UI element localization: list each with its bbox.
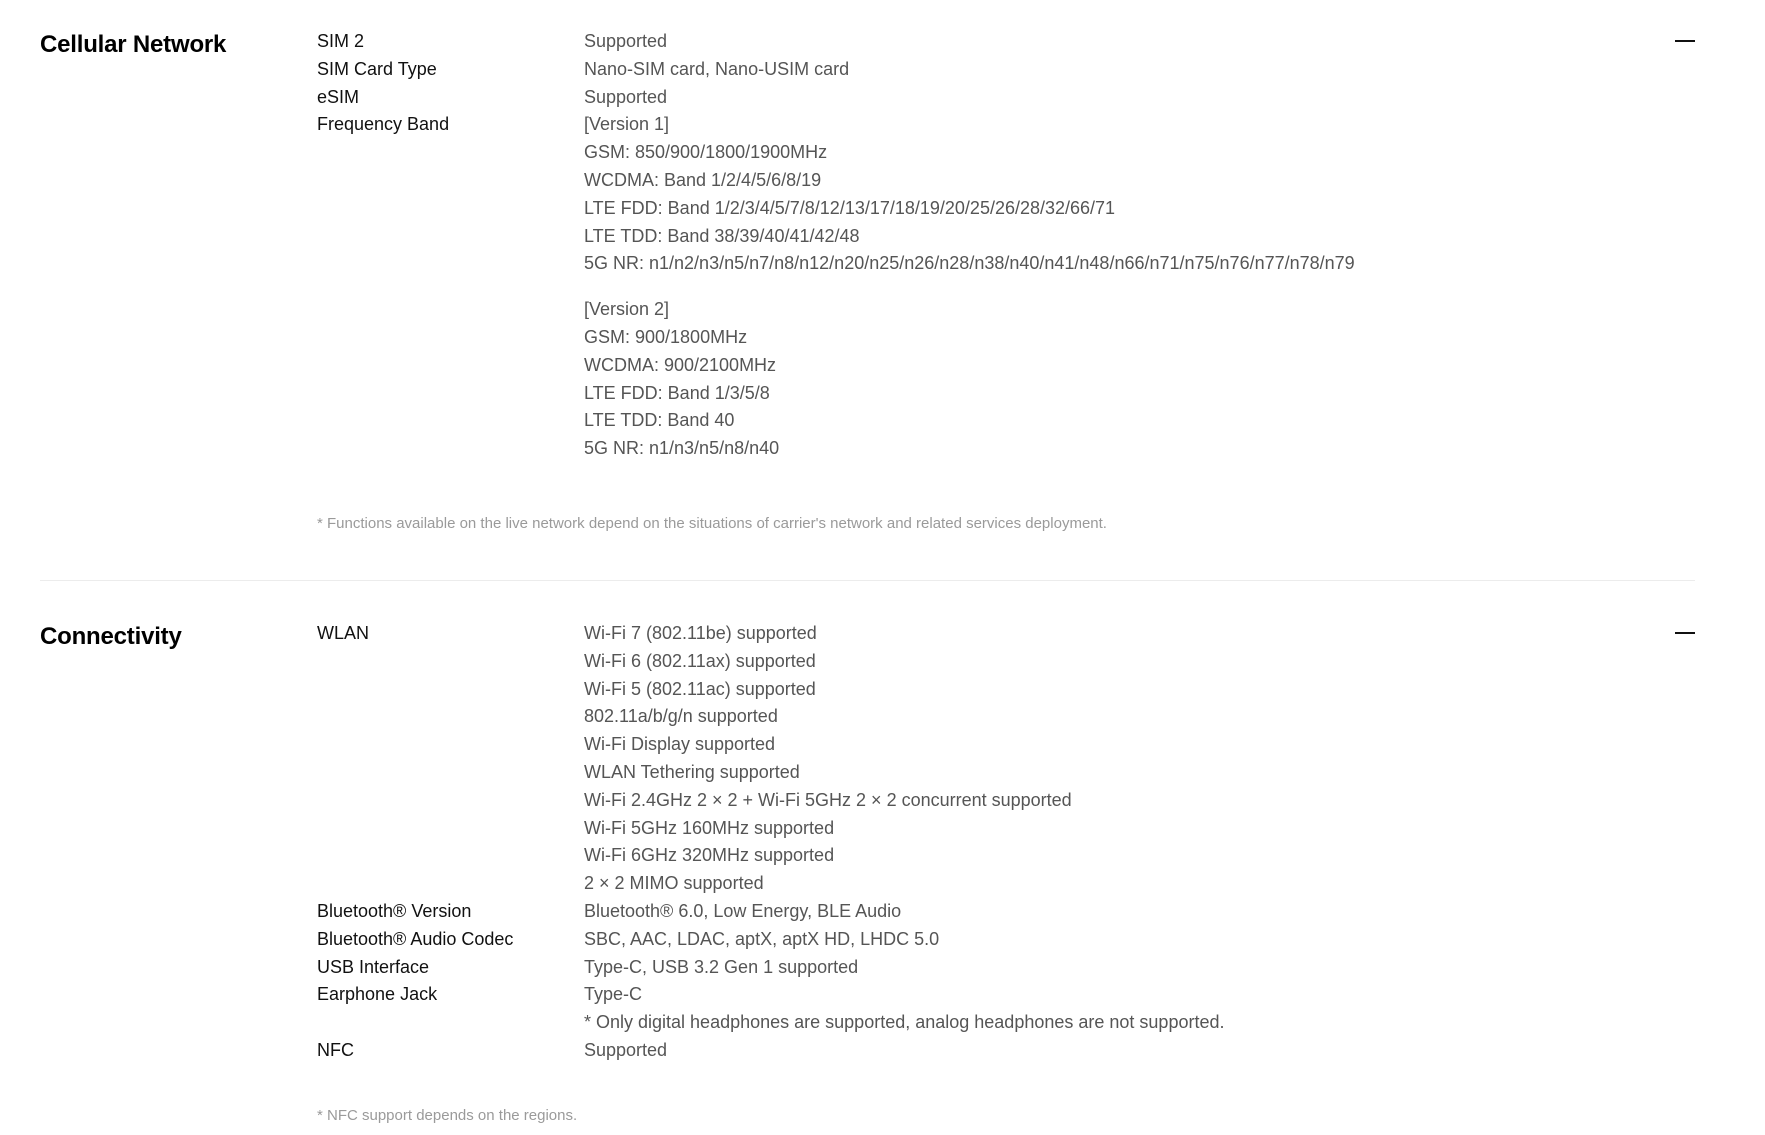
section-cellular-network <box>40 28 1700 548</box>
spec-value: Wi-Fi Display supported <box>584 734 776 755</box>
spec-label: eSIM <box>317 86 360 107</box>
spec-label: Frequency Band <box>317 114 450 135</box>
spec-values <box>584 954 1647 982</box>
spec-value: * Only digital headphones are supported, analog headphones are not supported. <box>584 1012 1225 1033</box>
spec-row <box>317 111 1647 463</box>
spec-value: Wi-Fi 2.4GHz 2 × 2 + Wi-Fi 5GHz 2 × 2 concurrent supported <box>584 789 1072 810</box>
spec-values <box>584 1037 1647 1065</box>
spec-label: WLAN <box>317 623 370 643</box>
spec-value: Wi-Fi 5 (802.11ac) supported <box>584 678 816 699</box>
spec-value: 5G NR: n1/n3/n5/n8/n40 <box>584 438 780 459</box>
spec-label: SIM Card Type <box>317 58 437 79</box>
spec-values <box>584 56 1647 84</box>
spec-value: LTE FDD: Band 1/2/3/4/5/7/8/12/13/17/18/19/20/25/26/28/32/66/71 <box>584 197 1116 218</box>
spec-value: GSM: 900/1800MHz <box>584 326 748 347</box>
spec-values <box>584 111 1647 463</box>
spec-values <box>584 28 1647 56</box>
spec-label: SIM 2 <box>317 31 365 51</box>
spec-row <box>317 56 1647 84</box>
spec-label: Earphone Jack <box>317 984 438 1005</box>
section-title: Cellular Network <box>40 31 227 58</box>
spec-value: Wi-Fi 7 (802.11be) supported <box>584 623 817 643</box>
spec-values <box>584 84 1647 112</box>
minus-icon <box>1675 40 1695 42</box>
spec-value: WCDMA: Band 1/2/4/5/6/8/19 <box>584 169 822 190</box>
spec-label: NFC <box>317 1039 354 1060</box>
spec-value: SBC, AAC, LDAC, aptX, aptX HD, LHDC 5.0 <box>584 928 940 949</box>
spec-value <box>584 278 1647 296</box>
spec-label: Bluetooth® Audio Codec <box>317 928 514 949</box>
spec-values <box>584 926 1647 954</box>
spec-values <box>584 620 1647 898</box>
spec-value: LTE FDD: Band 1/3/5/8 <box>584 382 770 403</box>
spec-row <box>317 84 1647 112</box>
spec-value: GSM: 850/900/1800/1900MHz <box>584 142 828 163</box>
spec-row <box>317 926 1647 954</box>
spec-value: 2 × 2 MIMO supported <box>584 873 764 894</box>
spec-label: USB Interface <box>317 956 430 977</box>
spec-row <box>317 954 1647 982</box>
minus-icon <box>1675 632 1695 634</box>
spec-row <box>317 1037 1647 1065</box>
spec-row <box>317 28 1647 56</box>
spec-row <box>317 620 1647 898</box>
spec-value: [Version 1] <box>584 114 670 135</box>
spec-value: Wi-Fi 6 (802.11ax) supported <box>584 650 816 671</box>
section-divider <box>40 580 1695 581</box>
spec-value: WCDMA: 900/2100MHz <box>584 354 777 375</box>
section-connectivity <box>40 620 1700 1135</box>
spec-value: 5G NR: n1/n2/n3/n5/n7/n8/n12/n20/n25/n26/n28/n38/n40/n41/n48/n66/n71/n75/n76/n77/n78/n79 <box>584 253 1355 274</box>
spec-value: Supported <box>584 31 668 51</box>
section-footnote: * NFC support depends on the regions. <box>317 1107 578 1124</box>
spec-value: Nano-SIM card, Nano-USIM card <box>584 58 850 79</box>
section-title: Connectivity <box>40 623 182 650</box>
spec-value: Type-C <box>584 984 643 1005</box>
spec-value: Wi-Fi 5GHz 160MHz supported <box>584 817 835 838</box>
spec-values <box>584 981 1647 1037</box>
spec-value: Wi-Fi 6GHz 320MHz supported <box>584 845 835 866</box>
spec-value: Supported <box>584 86 668 107</box>
spec-value: LTE TDD: Band 40 <box>584 410 735 431</box>
spec-value: Bluetooth® 6.0, Low Energy, BLE Audio <box>584 900 902 921</box>
spec-list <box>317 28 1647 463</box>
spec-value: 802.11a/b/g/n supported <box>584 706 778 727</box>
spec-value: Type-C, USB 3.2 Gen 1 supported <box>584 956 859 977</box>
spec-value: WLAN Tethering supported <box>584 761 800 782</box>
spec-row <box>317 981 1647 1037</box>
spec-value: [Version 2] <box>584 299 670 320</box>
spec-label: Bluetooth® Version <box>317 900 472 921</box>
spec-row <box>317 898 1647 926</box>
spec-value: LTE TDD: Band 38/39/40/41/42/48 <box>584 225 860 246</box>
spec-values <box>584 898 1647 926</box>
collapse-toggle-button[interactable] <box>1670 620 1700 650</box>
spec-list <box>317 620 1647 1065</box>
spec-value: Supported <box>584 1039 668 1060</box>
section-footnote: * Functions available on the live network depend on the situations of carrier's network and related services deployment. <box>317 515 1107 532</box>
collapse-toggle-button[interactable] <box>1670 28 1700 58</box>
